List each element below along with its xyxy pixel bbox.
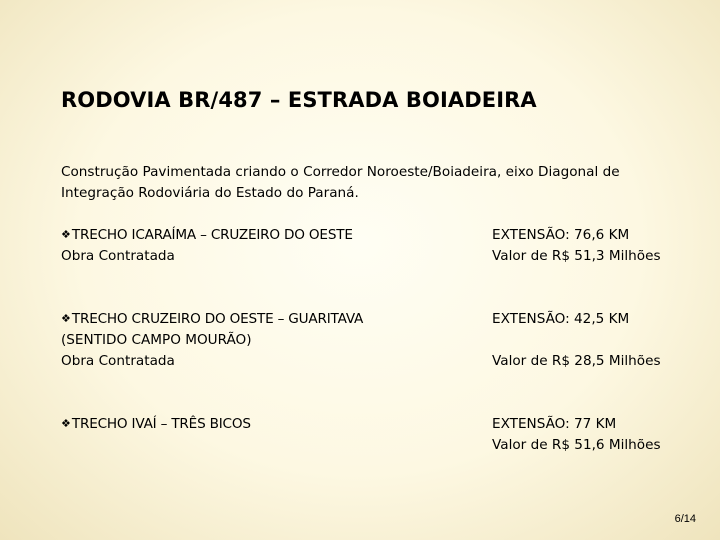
- intro-line-1: Construção Pavimentada criando o Corredor Noroeste/Boiadeira, eixo Diagonal de: [61, 164, 620, 180]
- trecho-2-info: [61, 309, 461, 372]
- trecho-2-heading: [61, 309, 461, 330]
- trecho-1-heading: [61, 225, 461, 246]
- diamond-bullet-icon: ❖: [61, 417, 71, 430]
- intro-paragraph: [61, 162, 681, 204]
- trecho-2-status: Obra Contratada: [61, 353, 175, 369]
- trecho-2-extensao: EXTENSÃO: 42,5 KM: [492, 311, 630, 327]
- trecho-1-status: Obra Contratada: [61, 248, 175, 264]
- trecho-2-name: TRECHO CRUZEIRO DO OESTE – GUARITAVA: [71, 311, 364, 327]
- trecho-3-details: [492, 414, 712, 456]
- trecho-1-extensao: EXTENSÃO: 76,6 KM: [492, 227, 630, 243]
- slide-title: RODOVIA BR/487 – ESTRADA BOIADEIRA: [61, 88, 537, 112]
- trecho-3-name: TRECHO IVAÍ – TRÊS BICOS: [71, 416, 251, 432]
- trecho-1-name: TRECHO ICARAÍMA – CRUZEIRO DO OESTE: [71, 227, 353, 243]
- trecho-1-details: [492, 225, 712, 267]
- page-number: 6/14: [674, 513, 696, 525]
- diamond-bullet-icon: ❖: [61, 312, 71, 325]
- trecho-3-info: [61, 414, 461, 435]
- trecho-1-info: [61, 225, 461, 267]
- trecho-2-valor: Valor de R$ 28,5 Milhões: [492, 353, 661, 369]
- intro-line-2: Integração Rodoviária do Estado do Paraná.: [61, 185, 359, 201]
- trecho-3-extensao: EXTENSÃO: 77 KM: [492, 416, 617, 432]
- trecho-2-subtitle: (SENTIDO CAMPO MOURÃO): [61, 332, 252, 348]
- trecho-3-heading: [61, 414, 461, 435]
- diamond-bullet-icon: ❖: [61, 228, 71, 241]
- trecho-3-valor: Valor de R$ 51,6 Milhões: [492, 437, 661, 453]
- trecho-1-valor: Valor de R$ 51,3 Milhões: [492, 248, 661, 264]
